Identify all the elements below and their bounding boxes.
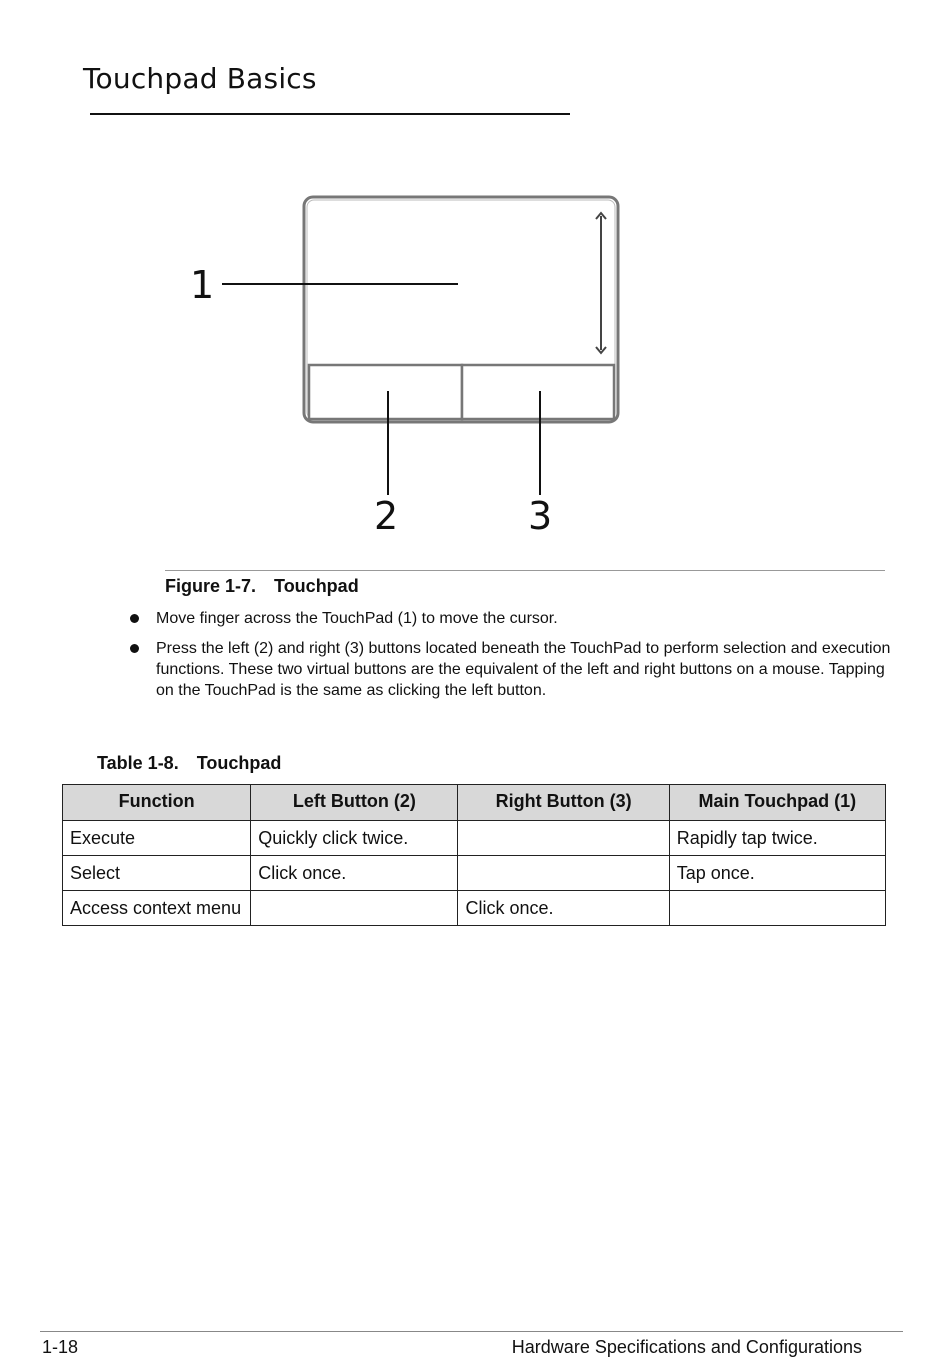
table-cell: Access context menu	[63, 891, 251, 926]
column-header: Main Touchpad (1)	[669, 785, 885, 821]
column-header: Right Button (3)	[458, 785, 669, 821]
list-item	[128, 608, 898, 629]
table-cell: Tap once.	[669, 856, 885, 891]
footer-page-number: 1-18	[42, 1337, 79, 1357]
table-row	[63, 891, 886, 926]
touchpad-diagram	[180, 190, 640, 545]
bullet-list	[128, 608, 898, 710]
touchpad-table	[62, 784, 886, 926]
callout-1: 1	[190, 263, 215, 307]
figure-rule	[165, 570, 885, 571]
column-header: Left Button (2)	[251, 785, 458, 821]
table-cell: Execute	[63, 821, 251, 856]
table-row	[63, 856, 886, 891]
page-title: Touchpad Basics	[83, 62, 317, 95]
table-cell	[458, 856, 669, 891]
figure-caption-title: Touchpad	[274, 576, 359, 596]
table-cell	[251, 891, 458, 926]
table-cell: Rapidly tap twice.	[669, 821, 885, 856]
callout-2: 2	[374, 494, 399, 538]
figure-caption-number: Figure 1-7.	[165, 576, 257, 596]
touchpad-left-button	[309, 365, 462, 419]
column-header: Function	[63, 785, 251, 821]
table-caption-title: Touchpad	[196, 753, 282, 773]
table-cell: Select	[63, 856, 251, 891]
table-cell: Click once.	[251, 856, 458, 891]
touchpad-right-button	[462, 365, 614, 419]
callout-3: 3	[528, 494, 553, 538]
table-cell	[458, 821, 669, 856]
bullet-icon	[130, 614, 139, 623]
table-cell: Click once.	[458, 891, 669, 926]
bullet-icon	[130, 644, 139, 653]
table-caption	[97, 753, 281, 774]
table-row	[63, 821, 886, 856]
bullet-text: Move finger across the TouchPad (1) to move the cursor.	[156, 610, 558, 627]
table-caption-number: Table 1-8.	[97, 753, 179, 773]
table-cell: Quickly click twice.	[251, 821, 458, 856]
title-rule	[90, 113, 570, 115]
list-item	[128, 638, 898, 701]
table-header-row	[63, 785, 886, 821]
table-cell	[669, 891, 885, 926]
footer-section: Hardware Specifications and Configurations	[511, 1337, 862, 1357]
figure-caption	[165, 576, 359, 597]
footer-rule	[40, 1331, 903, 1332]
bullet-text: Press the left (2) and right (3) buttons located beneath the TouchPad to perform selection and execution functions. These two virtual buttons are the equivalent of the left and right buttons on a mouse. Tapping on the TouchPad is the same as clicking the left button.	[156, 640, 891, 699]
